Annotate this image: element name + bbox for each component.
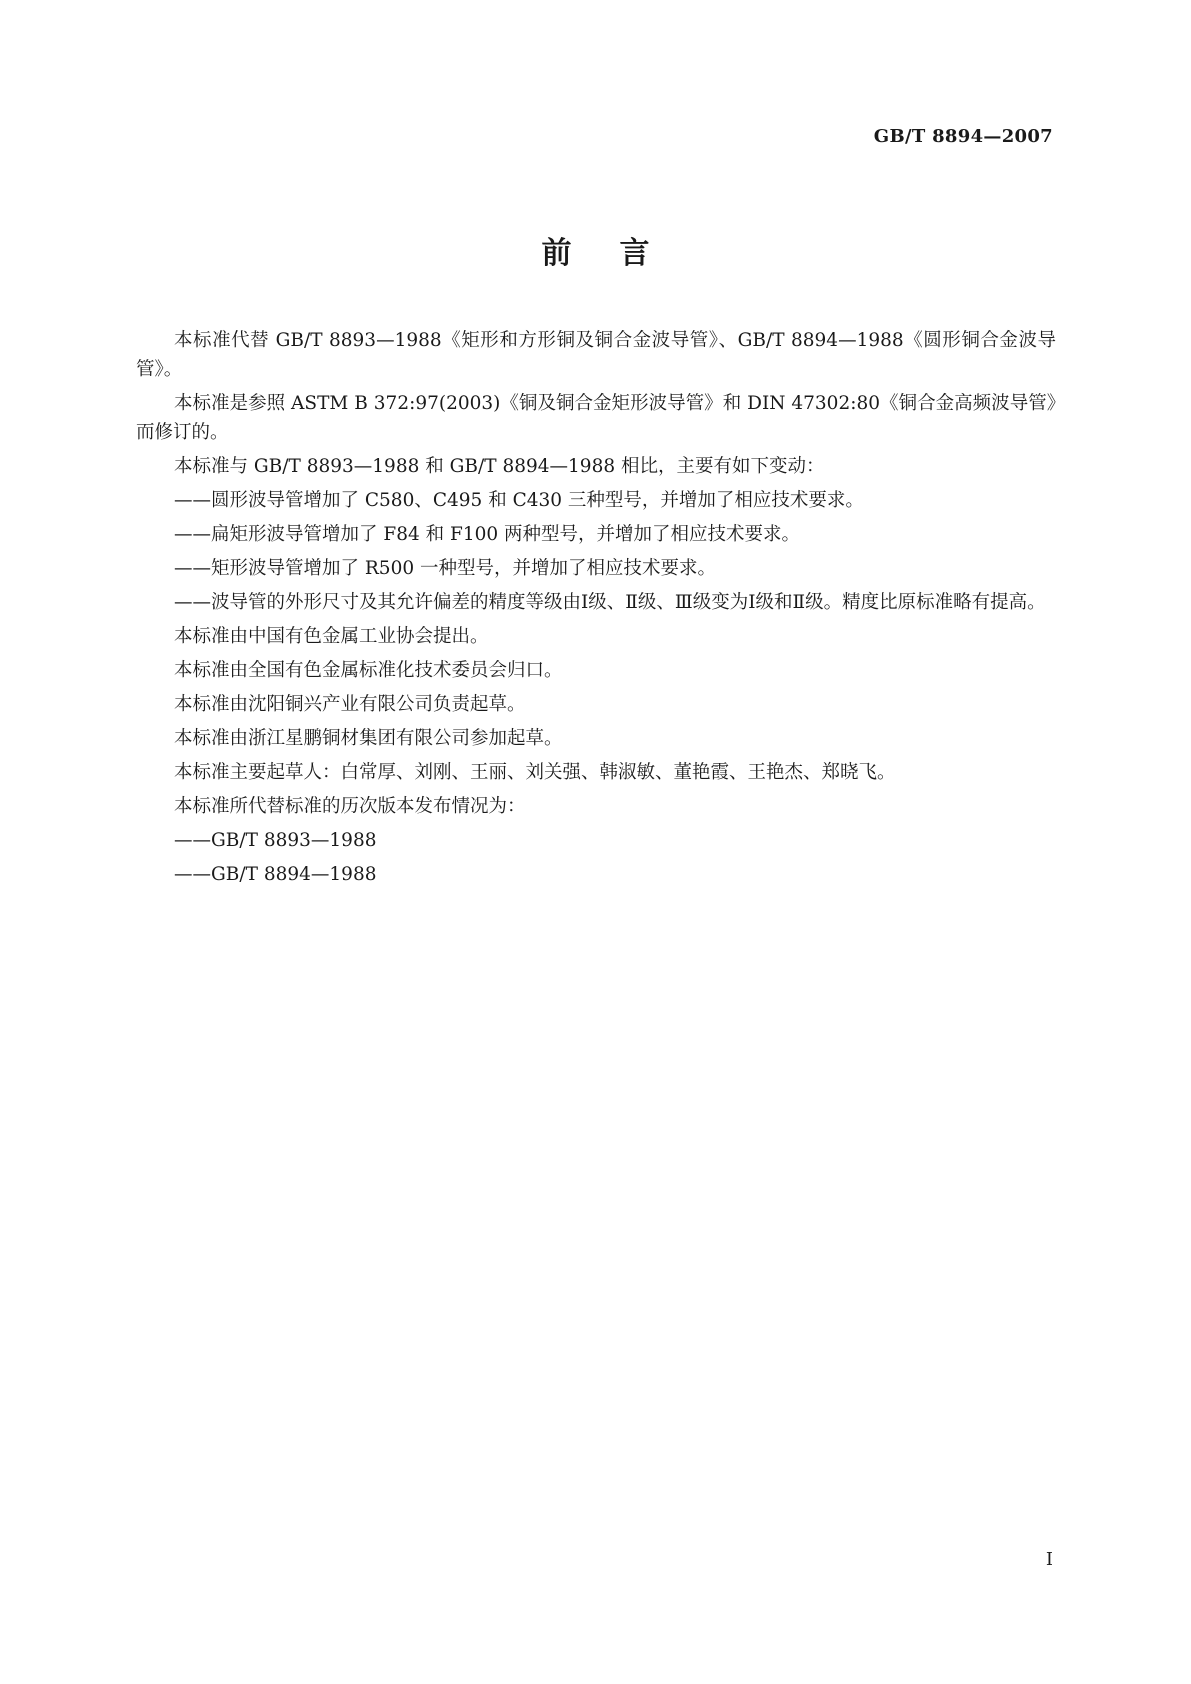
statement-co-drafter: 本标准由浙江星鹏铜材集团有限公司参加起草。 — [174, 728, 563, 749]
history-item: ——GB/T 8894—1988 — [174, 864, 377, 885]
paragraph-reference: 本标准是参照 ASTM B 372:97(2003)《铜及铜合金矩形波导管》和 DIN 47302:80《铜合金高频波导管》而修订的。 — [136, 393, 1056, 443]
statement-proposer: 本标准由中国有色金属工业协会提出。 — [174, 626, 489, 647]
history-item: ——GB/T 8893—1988 — [174, 830, 377, 851]
change-item: ——圆形波导管增加了 C580、C495 和 C430 三种型号，并增加了相应技术要求。 — [174, 490, 864, 511]
page-number: Ⅰ — [1045, 1549, 1053, 1570]
page-title: 前言 — [541, 236, 698, 271]
foreword-body — [136, 326, 1056, 894]
paragraph-changes-intro: 本标准与 GB/T 8893—1988 和 GB/T 8894—1988 相比，主要有如下变动： — [174, 456, 825, 477]
paragraph-replacement: 本标准代替 GB/T 8893—1988《矩形和方形铜及铜合金波导管》、GB/T 8894—1988《圆形铜合金波导管》。 — [136, 330, 1056, 380]
statement-administration: 本标准由全国有色金属标准化技术委员会归口。 — [174, 660, 563, 681]
statement-history-intro: 本标准所代替标准的历次版本发布情况为： — [174, 796, 526, 817]
statement-drafter: 本标准由沈阳铜兴产业有限公司负责起草。 — [174, 694, 526, 715]
change-item: ——波导管的外形尺寸及其允许偏差的精度等级由Ⅰ级、Ⅱ级、Ⅲ级变为Ⅰ级和Ⅱ级。精度比原标准略有提高。 — [174, 592, 1046, 613]
statement-authors: 本标准主要起草人：白常厚、刘刚、王丽、刘关强、韩淑敏、董艳霞、王艳杰、郑晓飞。 — [174, 762, 896, 783]
document-code: GB/T 8894—2007 — [873, 126, 1053, 147]
change-item: ——矩形波导管增加了 R500 一种型号，并增加了相应技术要求。 — [174, 558, 717, 579]
change-item: ——扁矩形波导管增加了 F84 和 F100 两种型号，并增加了相应技术要求。 — [174, 524, 801, 545]
